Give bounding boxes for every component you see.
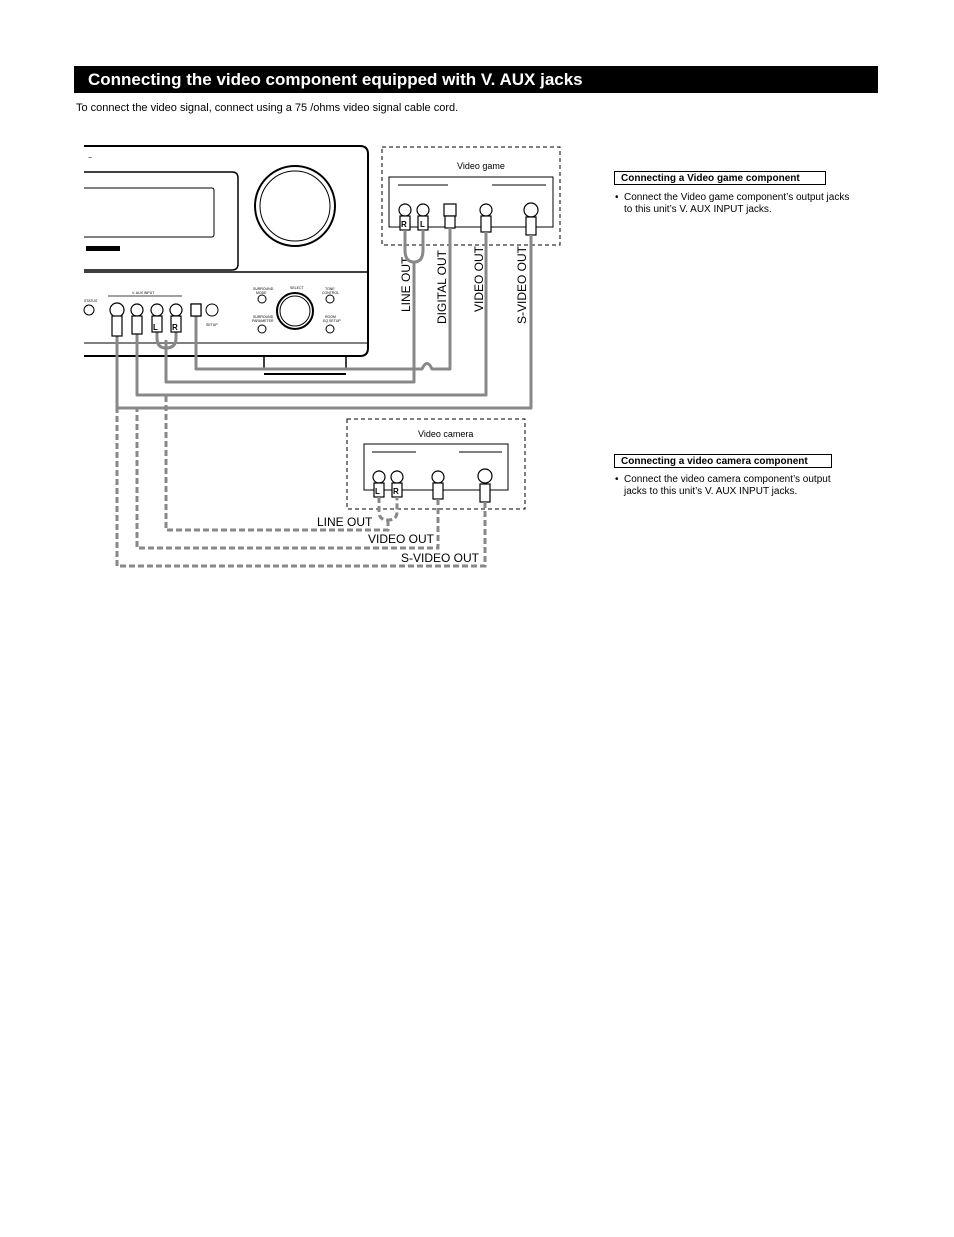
svg-text:R: R [172, 323, 178, 332]
game-digital-out-label: DIGITAL OUT [435, 249, 449, 324]
game-line-out-label: LINE OUT [399, 256, 413, 312]
game-s-video-out-label: S-VIDEO OUT [515, 245, 529, 324]
setup-button [206, 304, 218, 316]
volume-knob [255, 166, 335, 246]
svg-text:EQ SETUP: EQ SETUP [323, 319, 341, 323]
video-camera-plugs [374, 483, 490, 502]
status-button [84, 305, 94, 315]
note-game-heading: Connecting a Video game component [614, 171, 826, 185]
camera-s-video-out-label: S-VIDEO OUT [401, 551, 480, 565]
svg-text:SELECT: SELECT [290, 286, 304, 290]
brand-logo-mark: ~ [88, 155, 93, 162]
game-video-out-label: VIDEO OUT [472, 245, 486, 312]
video-camera-label: Video camera [418, 429, 474, 439]
note-game-text: • Connect the Video game component’s output jacks to this unit’s V. AUX INPUT jacks. [615, 192, 850, 215]
svg-text:STATUS: STATUS [84, 299, 98, 303]
svg-text:CONTROL: CONTROL [322, 291, 340, 295]
svg-text:PARAMETER: PARAMETER [252, 319, 274, 323]
svg-text:L: L [153, 323, 158, 332]
svg-text:ROOM: ROOM [325, 315, 336, 319]
intro-text: To connect the video signal, connect using a 75 /ohms video signal cable cord. [76, 102, 459, 114]
svg-text:SETUP: SETUP [206, 323, 218, 327]
select-knob [277, 293, 313, 329]
jack-letter-l: L [420, 220, 425, 229]
svg-text:SURROUND: SURROUND [253, 315, 274, 319]
svg-text:V. AUX INPUT: V. AUX INPUT [132, 291, 155, 295]
video-camera-jacks [373, 469, 492, 483]
video-game-label: Video game [457, 161, 505, 171]
note-camera-heading: Connecting a video camera component [614, 454, 832, 468]
model-badge [86, 246, 120, 251]
camera-video-out-label: VIDEO OUT [368, 532, 435, 546]
svg-text:MODE: MODE [256, 291, 267, 295]
jack-letter-r: R [401, 220, 407, 229]
svg-text:L: L [375, 487, 380, 496]
note-camera-text: • Connect the video camera component’s output jacks to this unit’s V. AUX INPUT jacks. [615, 474, 831, 497]
receiver-front-panel [84, 146, 368, 374]
svg-text:TONE: TONE [325, 287, 335, 291]
section-title: Connecting the video component equipped with V. AUX jacks [74, 66, 878, 93]
svg-text:R: R [393, 487, 399, 496]
camera-line-out-label: LINE OUT [317, 515, 373, 529]
svg-text:SURROUND: SURROUND [253, 287, 274, 291]
video-game-jacks [399, 203, 538, 217]
